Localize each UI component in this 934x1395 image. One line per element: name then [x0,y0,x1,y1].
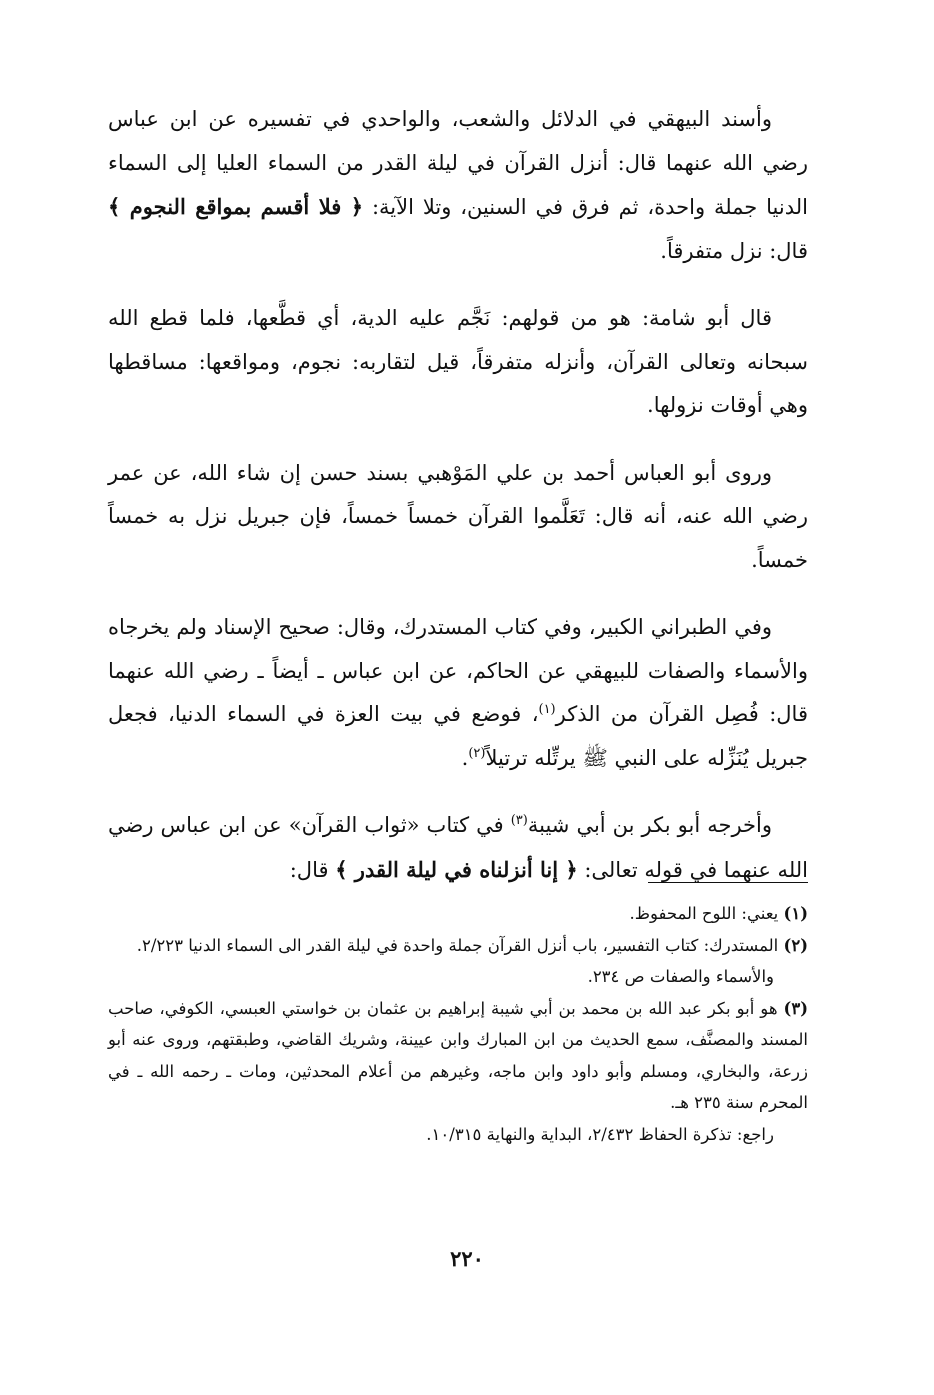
footnote-text: هو أبو بكر عبد الله بن محمد بن أبي شيبة إبراهيم بن عثمان بن خواستي العبسي، الكوفي، صاحب المسند والمصنَّف، سمع الحديث من ابن المبارك وابن عيينة، وشريك القاضي، وطبقتهم، وروى عنه أبو زرعة، والبخاري، ومسلم وأبو داود وابن ماجه، وغيرهم من أعلام المحدثين، ومات ـ رحمه الله ـ في المحرم سنة ٢٣٥ هـ. [108,998,808,1112]
paragraph-5-text-b: في كتاب «ثواب القرآن» عن ابن عباس رضي الله عنهما في قوله تعالى: [108,813,808,882]
paragraph-5 [108,804,808,892]
footnote-3 [108,993,808,1119]
paragraph-1-text-a: وأسند البيهقي في الدلائل والشعب، والواحدي في تفسيره عن ابن عباس رضي الله عنهما قال: أنزل القرآن في ليلة القدر من السماء العليا إلى السماء الدنيا جملة واحدة، ثم فرق في السنين، وتلا الآية: [108,107,808,219]
paragraph-4-text-c: . [461,745,469,770]
paragraph-4-text-a: وفي الطبراني الكبير، وفي كتاب المستدرك، وقال: صحيح الإسناد ولم يخرجاه والأسماء والصفات للبيهقي عن الحاكم، عن ابن عباس ـ أيضاً ـ رضي الله عنهما قال: فُصِل القرآن من الذكر [108,615,808,726]
footnote-2 [108,930,808,962]
paragraph-4 [108,606,808,780]
main-text [108,98,808,916]
footnote-separator [648,882,808,883]
footnote-1 [108,898,808,930]
footnote-text: المستدرك: كتاب التفسير، باب أنزل القرآن جملة واحدة في ليلة القدر الى السماء الدنيا ٢/٢٢٣. [136,935,784,955]
footnote-2-continuation: والأسماء والصفات ص ٢٣٤. [587,967,774,986]
paragraph-5-text-a: وأخرجه أبو بكر بن أبي شيبة [527,813,772,837]
footnote-ref-1: (١) [538,702,556,717]
footnote-ref-2: (٢) [468,745,486,761]
footnote-number: (٣) [783,998,808,1018]
footnote-number: (٢) [783,935,808,955]
paragraph-3: وروى أبو العباس أحمد بن علي المَوْهبي بسند حسن إن شاء الله، عن عمر رضي الله عنه، أنه قال: تَعَلَّموا القرآن خمساً خمساً، فإن جبريل نزل به خمساً خمساً. [108,460,808,572]
paragraph-5-text-c: قال: [289,857,336,882]
quran-verse: ﴿ فلا أقسم بمواقع النجوم ﴾ [108,194,364,219]
page-number: ٢٢٠ [450,1246,484,1271]
quran-verse: ﴿ إنا أنزلناه في ليلة القدر ﴾ [335,856,578,882]
paragraph-1-text-b: قال: نزل متفرقاً. [660,238,808,263]
footnote-text: يعني: اللوح المحفوظ. [629,904,784,923]
footnotes [108,898,808,1150]
paragraph-2: قال أبو شامة: هو من قولهم: نَجَّم عليه الدية، أي قطَّعها، فلما قطع الله سبحانه وتعالى القرآن، وأنزله متفرقاً، قيل لتقاربه: نجوم، ومواقعها: مساقطها وهي أوقات نزولها. [108,306,808,417]
footnote-ref-3: (٣) [510,813,528,828]
paragraph-4-text-b: ، فوضع في بيت العزة في السماء الدنيا، فجعل جبريل يُنَزِّله على النبي ﷺ يرتِّله ترتيلاً [108,702,808,770]
footnote-3-reference: راجع: تذكرة الحفاظ ٢/٤٣٢، البداية والنهاية ١٠/٣١٥. [426,1124,774,1144]
footnote-number: (١) [783,904,808,923]
paragraph-1 [108,98,808,273]
